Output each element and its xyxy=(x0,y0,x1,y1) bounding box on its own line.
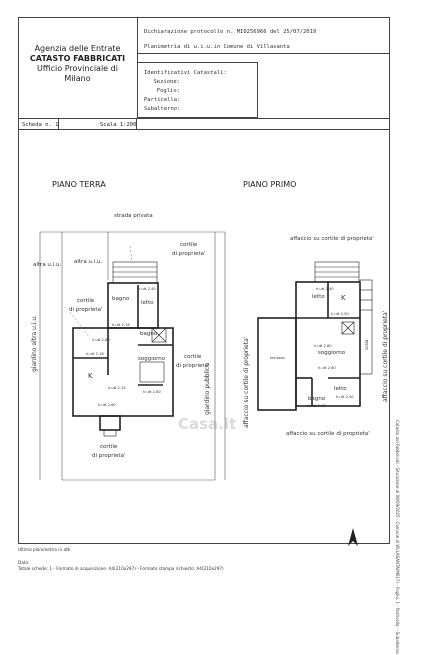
foglio-label: Foglio: xyxy=(156,88,180,94)
ff-kitchen: K xyxy=(341,294,346,302)
altra-uiu-center: altra u.i.u. xyxy=(74,259,103,265)
gf-height-7: h.utt 2.60 xyxy=(98,403,116,407)
gf-bagno: bagno xyxy=(112,296,130,302)
cortile-bottom-2: di proprieta' xyxy=(92,453,126,459)
altra-uiu-left: altra u.i.u. xyxy=(33,262,62,268)
cortile-right-1: cortile xyxy=(184,354,202,360)
cortile-bottom-1: cortile xyxy=(100,444,118,450)
last-plan-note: Ultima planimetria in atti xyxy=(18,547,71,552)
giardino-pubblico-label: giardino pubblico xyxy=(204,363,211,415)
ff-affaccio-bottom: affaccio su cortile di proprieta' xyxy=(286,431,370,437)
ff-affaccio-right: affaccio su cortile di proprieta' xyxy=(382,310,389,402)
north-arrow-icon xyxy=(347,528,359,546)
gf-kitchen: K xyxy=(88,372,93,380)
cortile-left-1: cortile xyxy=(77,298,95,304)
identifiers-title: Identificativi Catastali: xyxy=(144,70,227,76)
watermark: Casa.it xyxy=(178,415,237,433)
ff-height-5: h.utt 2.40 xyxy=(336,395,354,399)
gf-height-4: h.utt 2.16 xyxy=(86,352,104,356)
protocol-line: Dichiarazione protocollo n. MI0256966 del 25/07/2019 xyxy=(144,29,317,35)
plan-line: Planimetria di u.i.u.in Comune di Villasanta xyxy=(144,44,290,50)
cortile-top-2: di proprieta' xyxy=(172,251,206,257)
ff-affaccio-left: affaccio su cortile di proprieta' xyxy=(243,336,250,428)
scheda-number: Scheda n. 1 xyxy=(22,122,59,128)
ff-letto-2: letto xyxy=(334,386,347,392)
ff-height-1: h.utt 2.40 xyxy=(316,287,334,291)
cortile-top-1: cortile xyxy=(180,242,198,248)
ff-letto-1: letto xyxy=(312,294,325,300)
first-floor-title: PIANO PRIMO xyxy=(243,180,297,189)
gf-height-6: h.utt 2.80 xyxy=(143,390,161,394)
ff-bagno: bagno xyxy=(308,396,326,402)
office-line-4: Milano xyxy=(64,74,91,83)
gf-height-1: h.utt 2.40 xyxy=(138,287,156,291)
gf-bagno-2: bagno xyxy=(140,331,158,337)
ff-height-2: h.utt 2.50 xyxy=(331,312,349,316)
subalterno-label: Subalterno: xyxy=(144,106,181,112)
ff-height-6: h.utt 2.45 xyxy=(308,404,326,408)
cortile-left-2: di proprieta' xyxy=(69,307,103,313)
cortile-right-2: di proprieta' xyxy=(176,363,210,369)
ground-floor-details xyxy=(104,262,166,436)
totals-line: Totale schede: 1 - Formato di acquisizione: A4(210x297) - Formato stampa richiesto: A4(210x297) xyxy=(18,566,224,571)
ff-height-3: h.utt 2.80 xyxy=(314,344,332,348)
ff-soggiorno: soggiorno xyxy=(318,350,346,356)
ff-affaccio-top: affaccio su cortile di proprieta' xyxy=(290,236,374,242)
ground-floor-title: PIANO TERRA xyxy=(52,180,106,189)
strada-label: strada privata xyxy=(114,213,153,219)
office-line-1: Agenzia delle Entrate xyxy=(34,44,121,53)
date-label: Data: xyxy=(18,560,30,565)
altra-uiu-side: giardino altra u.i.u. xyxy=(31,314,38,372)
office-line-2: CATASTO FABBRICATI xyxy=(29,54,126,63)
particella-label: Particella: xyxy=(144,97,181,103)
gf-letto: letto xyxy=(141,300,154,306)
side-note: Catasto dei Fabbricati - Situazione al 08/09/2025 - Comune di VILLASANTA(M017) - Foglio: 1 - Particella: - Subalterno: xyxy=(395,420,400,655)
ff-height-4: h.utt 2.60 xyxy=(318,366,336,370)
gf-height-2: h.utt 2.16 xyxy=(112,323,130,327)
gf-height-3: h.utt 2.80 xyxy=(92,338,110,342)
gf-height-5: h.utt 2.15 xyxy=(108,386,126,390)
ff-scala: scala xyxy=(364,339,369,350)
ff-terrazzo: terrazzo xyxy=(270,356,285,360)
sezione-label: Sezione: xyxy=(153,79,180,85)
gf-soggiorno: soggiorno xyxy=(138,356,166,362)
office-line-3: Ufficio Provinciale di xyxy=(37,64,118,73)
scale-label: Scala 1:200 xyxy=(100,122,137,128)
